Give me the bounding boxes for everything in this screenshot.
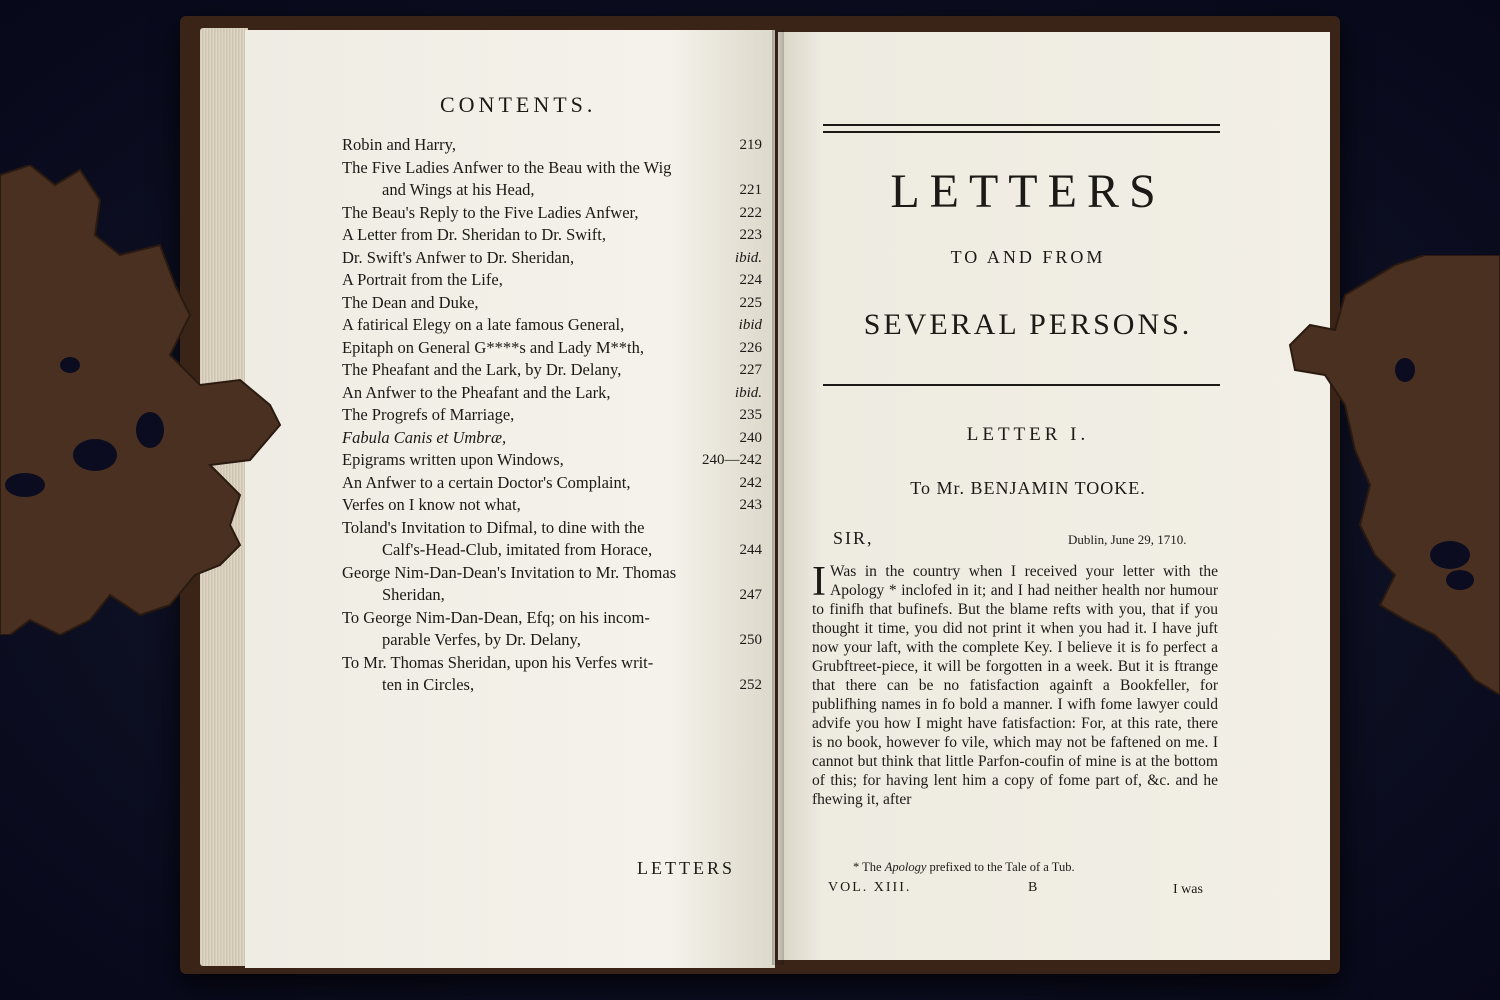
- page-holder-right: [1285, 255, 1500, 695]
- toc-entry-title: The Pheafant and the Lark, by Dr. Delany,: [342, 360, 622, 379]
- toc-entry-title: An Anfwer to a certain Doctor's Complaint,: [342, 472, 631, 492]
- double-rule-bottom: [823, 131, 1220, 133]
- letter-body-text: Was in the country when I received your letter with the Apology * inclofed in it; and I had neither health nor humour to finifh that bufinefs. But the blame refts with you, that if you thought it time, you did not print it when you had it. I have juft now your laft, with the complete Key. I believe it is fo perfect a Grubftreet-piece, it will be forgotten in a week. But it is ftrange that there can be no fatisfaction againft a Bookfeller, for publifhing names in fo bold a manner. I wifh fome lawyer could advife you how I might have fatisfaction: For, at this rate, there is no book, however fo vile, which may not be faftened on me. I cannot but think that little Parfon-coufin of mine is at the bottom of this; for having lent him a copy of fome part of, &c. and he fhewing it, after: [812, 563, 1218, 808]
- toc-entry-title: Calf's-Head-Club, imitated from Horace,: [382, 540, 653, 559]
- toc-entry-title: Verfes on I know not what,: [342, 495, 521, 514]
- contents-heading: CONTENTS.: [440, 92, 597, 117]
- volume-signature: VOL. XIII.: [828, 880, 912, 895]
- toc-entry-page: 244: [739, 542, 762, 558]
- toc-entry: [342, 157, 762, 180]
- toc-entry-page: 224: [739, 272, 762, 288]
- toc-entry-title: Epigrams written upon Windows,: [342, 450, 564, 469]
- toc-entry-title: Dr. Swift's Anfwer to Dr. Sheridan,: [342, 247, 575, 267]
- book-gutter: [772, 30, 784, 965]
- toc-entry: [342, 202, 762, 225]
- footnote-rest: prefixed to the Tale of a Tub.: [929, 860, 1075, 874]
- addressee: To Mr. BENJAMIN TOOKE.: [910, 478, 1146, 498]
- toc-entry: [342, 652, 762, 675]
- toc-entry: [342, 472, 762, 495]
- toc-entry: [342, 404, 762, 427]
- dateline: Dublin, June 29, 1710.: [1068, 532, 1187, 547]
- toc-entry: [342, 337, 762, 360]
- toc-entry-page: 240: [739, 429, 762, 446]
- toc-entry: [342, 224, 762, 247]
- toc-entry: [342, 314, 762, 337]
- toc-entry-title: George Nim-Dan-Dean's Invitation to Mr. Thomas: [342, 562, 677, 582]
- toc-entry-title: Robin and Harry,: [342, 135, 456, 154]
- signature-mark: B: [1028, 880, 1038, 895]
- toc-entry-title: ten in Circles,: [382, 675, 475, 694]
- toc-entry-title: Epitaph on General G****s and Lady M**th,: [342, 337, 644, 357]
- catchword-right: I was: [1173, 882, 1203, 897]
- toc-entry-page: 221: [739, 182, 762, 198]
- toc-entry: [342, 562, 762, 585]
- left-page: [245, 30, 775, 968]
- toc-entry-title: The Beau's Reply to the Five Ladies Anfwer,: [342, 202, 639, 222]
- toc-entry: [342, 179, 762, 202]
- toc-entry-page: 250: [739, 632, 762, 648]
- toc-entry: [342, 539, 762, 562]
- toc-entry-page: 223: [739, 227, 762, 243]
- toc-entry-title: The Five Ladies Anfwer to the Beau with the Wig: [342, 157, 672, 177]
- toc-entry: [342, 247, 762, 270]
- toc-entry: [342, 494, 762, 517]
- toc-entry: [342, 427, 762, 450]
- toc-entry-page: 243: [739, 497, 762, 513]
- toc-entry-title: Toland's Invitation to Difmal, to dine with the: [342, 517, 645, 537]
- footnote-italic: Apology: [884, 860, 927, 874]
- toc-entry-page: 225: [739, 294, 762, 311]
- toc-entry-title: A Portrait from the Life,: [342, 270, 503, 289]
- subtitle: TO AND FROM: [950, 247, 1106, 267]
- footnote: [853, 860, 1075, 875]
- toc-entry: [342, 607, 762, 630]
- toc-entry: [342, 629, 762, 652]
- toc-entry-page: 252: [739, 677, 762, 693]
- toc-entry-title: and Wings at his Head,: [382, 180, 535, 199]
- toc-entry-title: Fabula Canis et Umbræ,: [342, 427, 507, 447]
- toc-entry-page: 247: [739, 587, 762, 603]
- salutation: SIR,: [833, 528, 874, 548]
- toc-entry-title: To Mr. Thomas Sheridan, upon his Verfes writ-: [342, 652, 654, 672]
- letter-heading: LETTER I.: [966, 424, 1090, 445]
- catchword-left: LETTERS: [637, 858, 735, 878]
- toc-entry-title: parable Verfes, by Dr. Delany,: [382, 630, 581, 649]
- right-page: [778, 32, 1330, 960]
- toc-entry: [342, 269, 762, 292]
- table-of-contents: [342, 134, 762, 697]
- toc-entry: [342, 674, 762, 697]
- toc-entry-title: A Letter from Dr. Sheridan to Dr. Swift,: [342, 225, 606, 244]
- footnote-prefix: * The: [853, 860, 882, 874]
- toc-entry-page: 235: [739, 407, 762, 423]
- toc-entry: [342, 517, 762, 540]
- rule-divider: [823, 384, 1220, 386]
- toc-entry-page: 227: [739, 362, 762, 378]
- toc-entry: [342, 292, 762, 315]
- toc-entry-page: 242: [739, 474, 762, 491]
- toc-entry-page: ibid: [738, 317, 762, 333]
- toc-entry-title: The Dean and Duke,: [342, 292, 479, 312]
- toc-entry: [342, 584, 762, 607]
- toc-entry-title: Sheridan,: [382, 585, 445, 604]
- toc-entry: [342, 359, 762, 382]
- toc-entry-page: 219: [739, 137, 762, 153]
- toc-entry: [342, 382, 762, 405]
- toc-entry-title: To George Nim-Dan-Dean, Efq; on his incom-: [342, 607, 650, 627]
- toc-entry-title: The Progrefs of Marriage,: [342, 405, 515, 424]
- toc-entry-page: ibid.: [734, 249, 762, 266]
- toc-entry-title: A fatirical Elegy on a late famous General,: [342, 315, 625, 334]
- toc-entry: [342, 134, 762, 157]
- page-holder-left: [0, 165, 290, 635]
- toc-entry: [342, 449, 762, 472]
- subtitle-persons: SEVERAL PERSONS.: [863, 308, 1193, 341]
- toc-entry-page: 222: [739, 204, 762, 221]
- toc-entry-page: 240—242: [702, 452, 762, 468]
- page-title: LETTERS: [890, 165, 1166, 218]
- toc-entry-page: ibid.: [734, 384, 762, 401]
- double-rule-top: [823, 124, 1220, 126]
- toc-entry-page: 226: [739, 339, 762, 356]
- drop-cap: I: [812, 559, 826, 605]
- toc-entry-title: An Anfwer to the Pheafant and the Lark,: [342, 382, 611, 402]
- letter-body: [812, 559, 1218, 809]
